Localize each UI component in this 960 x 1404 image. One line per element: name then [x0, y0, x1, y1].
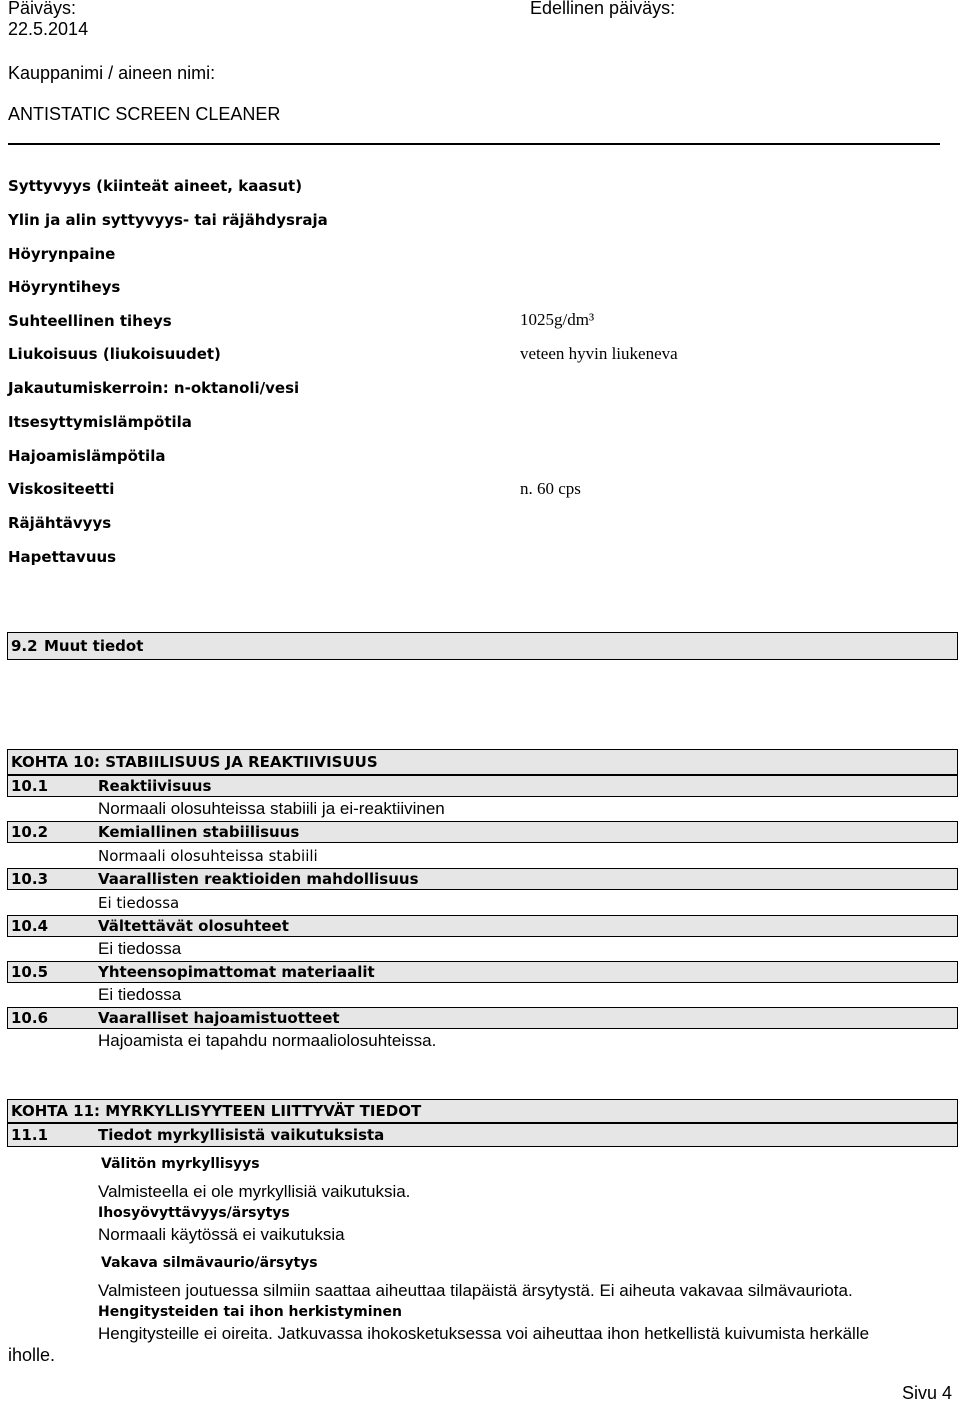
subsection-title: Reaktiivisuus — [98, 777, 212, 795]
property-label: Höyrynpaine — [8, 245, 116, 263]
subsection-text: Ei tiedossa — [98, 985, 182, 1004]
acute-toxicity-text: Valmisteella ei ole myrkyllisiä vaikutuksia. — [98, 1182, 411, 1201]
sensitisation-text-continued: iholle. — [8, 1345, 56, 1365]
section-10-header — [7, 749, 958, 775]
property-label: Hajoamislämpötila — [8, 447, 166, 465]
property-value: 1025g/dm³ — [520, 310, 595, 329]
property-value: veteen hyvin liukeneva — [520, 344, 678, 363]
section-11-header — [7, 1099, 958, 1123]
property-label: Syttyvyys (kiinteät aineet, kaasut) — [8, 177, 303, 195]
property-label: Viskositeetti — [8, 480, 115, 498]
sensitisation-text: Hengitysteille ei oireita. Jatkuvassa ihokosketuksessa voi aiheuttaa ihon hetkellistä kuivumista herkälle — [98, 1324, 870, 1343]
property-label: Itsesyttymislämpötila — [8, 413, 192, 431]
subsection-text: Ei tiedossa — [98, 939, 182, 958]
subsection-title: Vaarallisten reaktioiden mahdollisuus — [98, 870, 419, 888]
skin-irritation-label: Ihosyövyttävyys/ärsytys — [98, 1205, 290, 1221]
subsection-title: Yhteensopimattomat materiaalit — [98, 963, 375, 981]
property-label: Ylin ja alin syttyvyys- tai räjähdysraja — [8, 211, 328, 229]
subsection-text: Normaali olosuhteissa stabiili — [98, 847, 318, 865]
subsection-10-5 — [7, 961, 958, 983]
subsection-number: 10.4 — [11, 917, 49, 935]
section-9-2-number: 9.2 — [11, 637, 38, 655]
subsection-number: 11.1 — [11, 1126, 49, 1144]
section-10-title: KOHTA 10: STABIILISUUS JA REAKTIIVISUUS — [11, 753, 378, 771]
subsection-title: Vaaralliset hajoamistuotteet — [98, 1009, 340, 1027]
subsection-number: 10.5 — [11, 963, 49, 981]
section-11-title: KOHTA 11: MYRKYLLISYYTEEN LIITTYVÄT TIEDOT — [11, 1102, 422, 1120]
eye-damage-text: Valmisteen joutuessa silmiin saattaa aiheuttaa tilapäistä ärsytystä. Ei aiheuta vakavaa silmävauriota. — [98, 1281, 853, 1300]
subsection-text: Hajoamista ei tapahdu normaaliolosuhteissa. — [98, 1031, 437, 1050]
subsection-10-6 — [7, 1007, 958, 1029]
property-label: Räjähtävyys — [8, 514, 112, 532]
subsection-text: Ei tiedossa — [98, 894, 180, 912]
header-divider — [8, 143, 940, 145]
subsection-title: Kemiallinen stabiilisuus — [98, 823, 300, 841]
property-value: n. 60 cps — [520, 479, 581, 498]
property-label: Suhteellinen tiheys — [8, 312, 172, 330]
subsection-10-1 — [7, 775, 958, 797]
property-label: Liukoisuus (liukoisuudet) — [8, 345, 221, 363]
subsection-number: 10.2 — [11, 823, 49, 841]
subsection-title: Tiedot myrkyllisistä vaikutuksista — [98, 1126, 385, 1144]
property-label: Höyryntiheys — [8, 278, 121, 296]
previous-date-label: Edellinen päiväys: — [530, 0, 676, 18]
subsection-number: 10.3 — [11, 870, 49, 888]
sensitisation-label: Hengitysteiden tai ihon herkistyminen — [98, 1304, 402, 1320]
subsection-text: Normaali olosuhteissa stabiili ja ei-reaktiivinen — [98, 799, 445, 818]
subsection-10-3 — [7, 868, 958, 890]
section-9-2-header — [7, 632, 958, 660]
date-label: Päiväys: — [8, 0, 77, 18]
skin-irritation-text: Normaali käytössä ei vaikutuksia — [98, 1225, 345, 1244]
property-label: Jakautumiskerroin: n-oktanoli/vesi — [8, 379, 300, 397]
property-label: Hapettavuus — [8, 548, 117, 566]
eye-damage-label: Vakava silmävaurio/ärsytys — [101, 1255, 318, 1271]
trade-name-label: Kauppanimi / aineen nimi: — [8, 63, 216, 83]
subsection-11-1 — [7, 1123, 958, 1147]
subsection-number: 10.6 — [11, 1009, 49, 1027]
page-number: Sivu 4 — [902, 1383, 953, 1403]
acute-toxicity-label: Välitön myrkyllisyys — [101, 1156, 260, 1172]
date-value: 22.5.2014 — [8, 19, 89, 39]
subsection-10-2 — [7, 821, 958, 843]
section-9-2-title: Muut tiedot — [44, 637, 144, 655]
subsection-number: 10.1 — [11, 777, 49, 795]
subsection-10-4 — [7, 915, 958, 937]
product-name: ANTISTATIC SCREEN CLEANER — [8, 104, 281, 124]
subsection-title: Vältettävät olosuhteet — [98, 917, 289, 935]
